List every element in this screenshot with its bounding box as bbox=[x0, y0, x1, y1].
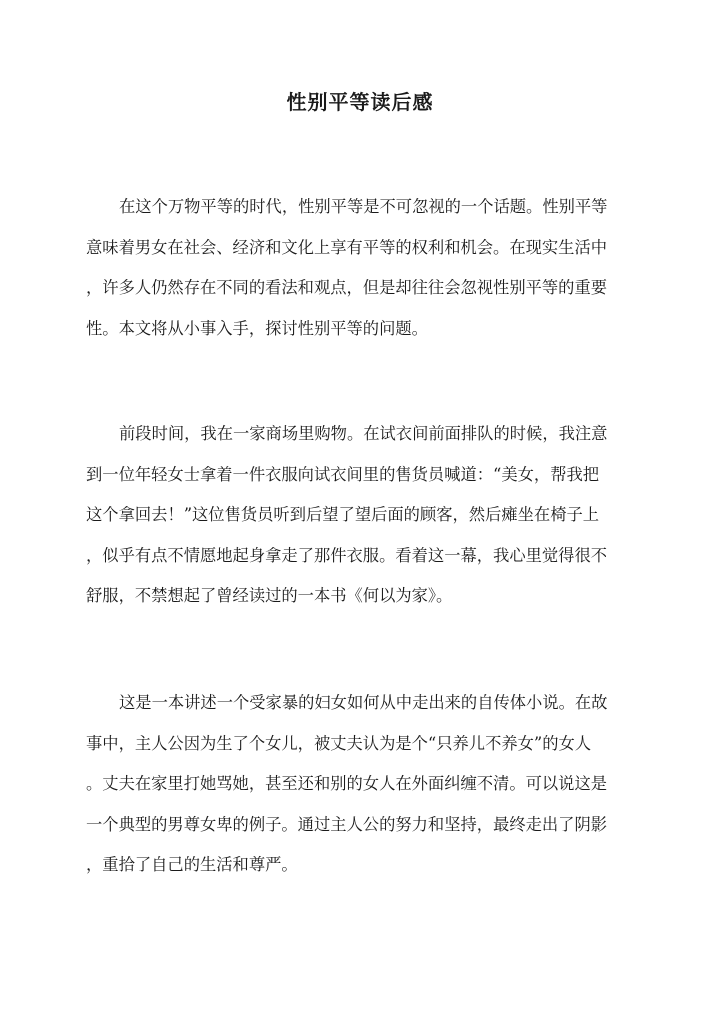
paragraph-line: 这是一本讲述一个受家暴的妇女如何从中走出来的自传体小说。在故 bbox=[119, 693, 608, 712]
paragraph-line: ，许多人仍然存在不同的看法和观点，但是却往往会忽视性别平等的重要 bbox=[86, 278, 608, 298]
paragraph-3 bbox=[86, 683, 634, 886]
paragraph-line: 。丈夫在家里打她骂她，甚至还和别的女人在外面纠缠不清。可以说这是 bbox=[86, 774, 608, 794]
paragraph-line: ，重拾了自己的生活和尊严。 bbox=[86, 855, 298, 875]
paragraph-line: 一个典型的男尊女卑的例子。通过主人公的努力和坚持，最终走出了阴影 bbox=[86, 814, 608, 834]
paragraph-line: 前段时间，我在一家商场里购物。在试衣间前面排队的时候，我注意 bbox=[119, 424, 608, 443]
paragraph-line: 到一位年轻女士拿着一件衣服向试衣间里的售货员喊道：“美女，帮我把 bbox=[86, 464, 600, 484]
document-title: 性别平等读后感 bbox=[286, 90, 434, 114]
paragraph-line: 意味着男女在社会、经济和文化上享有平等的权利和机会。在现实生活中 bbox=[86, 237, 608, 257]
paragraph-line: 舒服，不禁想起了曾经读过的一本书《何以为家》。 bbox=[86, 586, 453, 606]
paragraph-2 bbox=[86, 414, 634, 617]
paragraph-line: 事中，主人公因为生了个女儿，被丈夫认为是个“只养儿不养女”的女人 bbox=[86, 733, 592, 753]
paragraph-line: 性。本文将从小事入手，探讨性别平等的问题。 bbox=[86, 318, 428, 338]
paragraph-1 bbox=[86, 187, 634, 349]
paragraph-line: 在这个万物平等的时代，性别平等是不可忽视的一个话题。性别平等 bbox=[119, 197, 608, 216]
paragraph-line: 这个拿回去！”这位售货员听到后望了望后面的顾客，然后瘫坐在椅子上 bbox=[86, 505, 600, 525]
paragraph-line: ，似乎有点不情愿地起身拿走了那件衣服。看着这一幕，我心里觉得很不 bbox=[86, 545, 608, 565]
